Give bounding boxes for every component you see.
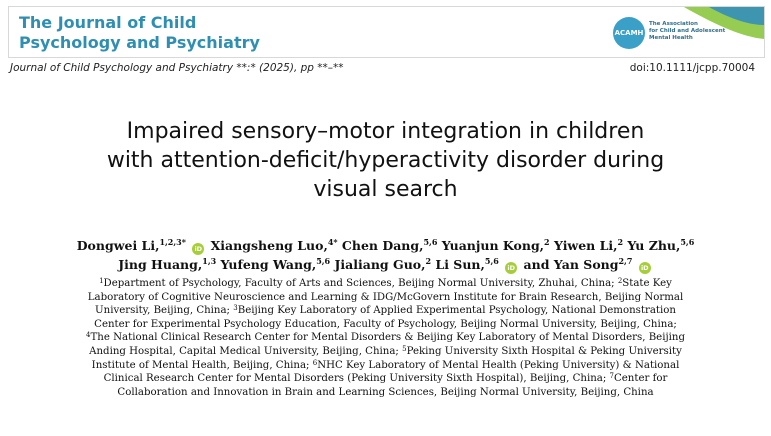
author-name: and Yan Song$^{2,7}$ — [523, 256, 633, 272]
journal-banner — [8, 6, 765, 58]
acamh-name-line: The Association — [649, 21, 698, 27]
journal-title — [19, 13, 260, 53]
paper-title-line: with attention-deficit/hyperactivity disorder during — [106, 148, 665, 173]
orcid-icon[interactable]: iD — [192, 243, 204, 255]
affiliation-line: University, Beijing, China; $^3$Beijing Key Laboratory of Applied Experimental Psychology, National Demonstration — [95, 304, 676, 317]
author-affiliation-sup: 4* — [327, 237, 338, 247]
citation: Journal of Child Psychology and Psychiatry **:* (2025), pp **–** — [10, 62, 344, 74]
affiliation-line: Anding Hospital, Capital Medical University, Beijing, China; $^5$Peking University Sixth Hospital & Peking University — [89, 344, 682, 357]
author-affiliation-sup: 2 — [544, 237, 550, 247]
doi-link[interactable]: doi:10.1111/jcpp.70004 — [629, 62, 755, 74]
author-name: Xiangsheng Luo,$^{4*}$ — [210, 237, 338, 253]
orcid-icon[interactable]: iD — [639, 262, 651, 274]
author-name: Li Sun,$^{5,6}$ — [435, 256, 499, 272]
journal-title-line: The Journal of Child — [19, 13, 197, 32]
author-affiliation-sup: 2 — [617, 237, 624, 247]
paper-title-line: visual search — [313, 177, 458, 202]
author-list — [0, 236, 771, 274]
affiliations — [0, 277, 771, 399]
acamh-name — [649, 21, 725, 42]
author-name: Yu Zhu,$^{5,6}$ — [627, 237, 695, 253]
author-affiliation-sup: 5,6 — [316, 256, 331, 266]
author-name: Jialiang Guo,$^2$ — [334, 256, 432, 272]
author-name: Dongwei Li,$^{1,2,3*}$ — [76, 237, 186, 253]
affiliation-number: 4 — [86, 331, 91, 340]
author-name: Yiwen Li,$^2$ — [553, 237, 624, 253]
acamh-name-line: Mental Health — [649, 35, 693, 41]
affiliation-number: 1 — [99, 277, 104, 285]
author-name: Jing Huang,$^{1,3}$ — [118, 256, 217, 272]
affiliation-number: 3 — [233, 304, 238, 313]
author-affiliation-sup: 5,6 — [680, 237, 695, 247]
author-name: Yuanjun Kong,$^2$ — [441, 237, 550, 253]
affiliation-line: Collaboration and Innovation in Brain and Learning Sciences, Beijing Normal University, Beijing, China — [117, 386, 654, 398]
affiliation-line: $^4$The National Clinical Research Center for Mental Disorders & Beijing Key Laboratory of Mental Disorders, Beijing — [86, 331, 685, 344]
author-affiliation-sup: 5,6 — [423, 237, 438, 247]
affiliation-line: Center for Experimental Psychology Education, Faculty of Psychology, Beijing Normal University, Beijing, China; — [94, 318, 677, 330]
paper-title — [20, 117, 751, 204]
paper-title-line: Impaired sensory–motor integration in children — [126, 119, 645, 144]
affiliation-line: $^1$Department of Psychology, Faculty of Arts and Sciences, Beijing Normal University, Zhuhai, China; $^2$State Key — [99, 277, 672, 289]
author-name: Yufeng Wang,$^{5,6}$ — [220, 256, 331, 272]
affiliation-line: Clinical Research Center for Mental Disorders (Peking University Sixth Hospital), Beijing, China; $^7$Center for — [103, 372, 668, 385]
affiliation-number: 2 — [617, 277, 623, 285]
orcid-icon[interactable]: iD — [505, 262, 517, 274]
acamh-name-line: for Child and Adolescent — [649, 28, 726, 34]
author-affiliation-sup: 2 — [425, 256, 432, 266]
author-affiliation-sup: 5,6 — [484, 256, 499, 266]
affiliation-line: Laboratory of Cognitive Neuroscience and Learning & IDG/McGovern Institute for Brain Research, Beijing Normal — [87, 291, 684, 303]
author-affiliation-sup: 1,2,3* — [159, 237, 186, 247]
acamh-logo[interactable]: ACAMH — [613, 17, 645, 49]
affiliation-number: 6 — [312, 358, 318, 367]
affiliation-line: Institute of Mental Health, Beijing, China; $^6$NHC Key Laboratory of Mental Health (Peking University) & National — [91, 358, 680, 371]
affiliation-number: 7 — [609, 372, 614, 381]
affiliation-number: 5 — [402, 344, 407, 353]
author-name: Chen Dang,$^{5,6}$ — [341, 237, 438, 253]
author-affiliation-sup: 1,3 — [202, 256, 217, 266]
journal-title-line: Psychology and Psychiatry — [19, 33, 260, 52]
author-affiliation-sup: 2,7 — [618, 256, 633, 266]
author-line — [0, 255, 771, 274]
author-line — [0, 236, 771, 255]
